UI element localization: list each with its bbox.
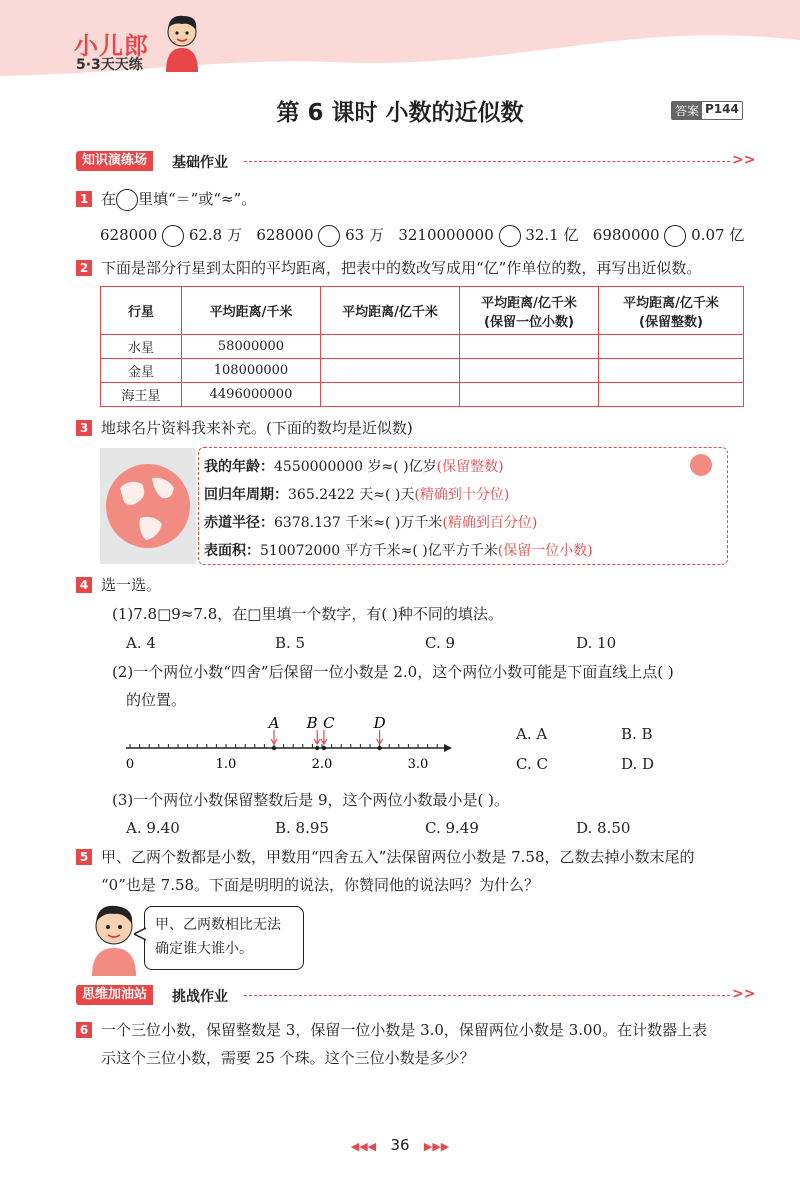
table-cell: 金星: [101, 359, 182, 383]
point-label: D: [373, 716, 386, 732]
question-number: 5: [76, 849, 92, 865]
number-line: [118, 716, 458, 776]
q1-item-right: 62.8 万: [188, 226, 242, 244]
axis-label: 0: [125, 757, 135, 772]
decorative-dot-icon: [688, 452, 714, 478]
table-cell: 108000000: [182, 359, 321, 383]
earth-icon: [100, 448, 196, 564]
mascot-logo-icon: [160, 14, 204, 72]
next-arrows-icon: ▶▶▶: [423, 1140, 450, 1153]
q1-item-right: 63 万: [345, 226, 384, 244]
table-row: [101, 359, 744, 383]
earth-card-line: [204, 456, 504, 476]
q4-part2-line1: (2)一个两位小数“四舍”后保留一位小数是 2.0，这个两位小数可能是下面直线上点( ): [112, 663, 674, 681]
q1-prompt-a: 在: [101, 190, 117, 208]
option-b[interactable]: B. 8.95: [275, 819, 329, 837]
q1-prompt-b: 里填“＝”或“≈”。: [138, 190, 257, 208]
number-line-point: [272, 746, 276, 750]
point-arrow: [271, 730, 277, 744]
answer-cell[interactable]: [460, 383, 599, 407]
logo-subtitle: 5·3天天练: [76, 57, 143, 73]
table-cell: 58000000: [182, 335, 321, 359]
page-title: 第 6 课时 小数的近似数: [276, 100, 524, 126]
compare-circle[interactable]: [499, 225, 521, 247]
card-label: 我的年龄：: [204, 459, 274, 475]
section-divider: [244, 995, 730, 996]
axis-label: 3.0: [407, 757, 429, 772]
logo-title: 小儿郎: [74, 32, 149, 60]
compare-circle[interactable]: [318, 225, 340, 247]
question-number: 4: [76, 577, 92, 593]
page-number-bar: [0, 1136, 800, 1154]
question-number: 1: [76, 191, 92, 207]
answer-page: P144: [705, 102, 739, 116]
table-cell: 海王星: [101, 383, 182, 407]
point-arrow: [377, 730, 383, 744]
blank-circle[interactable]: [116, 189, 138, 211]
number-line-point: [315, 746, 319, 750]
header-note: (保留一位小数): [484, 314, 574, 330]
compare-circle[interactable]: [162, 225, 184, 247]
table-header: [599, 287, 744, 335]
q2-prompt: 下面是部分行星到太阳的平均距离，把表中的数改写成用“亿”作单位的数，再写出近似数。: [101, 259, 702, 277]
option-d[interactable]: D. 10: [576, 634, 617, 652]
table-header: [460, 287, 599, 335]
page-number: 36: [390, 1136, 410, 1154]
q4-part3: (3)一个两位小数保留整数后是 9，这个两位小数最小是( )。: [112, 791, 510, 809]
q5-line2: “0”也是 7.58。下面是明明的说法，你赞同他的说法吗？为什么？: [101, 876, 540, 894]
section-badge-challenge: 思维加油站: [76, 985, 153, 1005]
number-line-point: [377, 746, 381, 750]
q6-line2: 示这个三位小数，需要 25 个珠。这个三位小数是多少？: [101, 1049, 475, 1067]
point-arrow: [321, 730, 327, 744]
q4-part1: (1)7.8□9≈7.8，在□里填一个数字，有( )种不同的填法。: [112, 605, 503, 623]
card-body: 365.2422 天≈( )天: [288, 487, 415, 503]
card-body: 4550000000 岁≈( )亿岁: [274, 459, 437, 475]
point-arrow: [314, 730, 320, 744]
question-number: 2: [76, 260, 92, 276]
q1-item-left: 628000: [100, 226, 158, 244]
table-header: 行星: [101, 287, 182, 335]
speech-bubble: [144, 906, 304, 970]
answer-cell[interactable]: [321, 383, 460, 407]
option-b[interactable]: B. 5: [275, 634, 306, 652]
option-c[interactable]: C. 9.49: [425, 819, 479, 837]
q1-items: [100, 225, 744, 247]
answer-cell[interactable]: [321, 359, 460, 383]
earth-card-line: [204, 540, 593, 560]
card-note: (精确到百分位): [442, 515, 538, 531]
answer-cell[interactable]: [460, 359, 599, 383]
answer-reference: [671, 101, 743, 120]
option-a[interactable]: A. 9.40: [126, 819, 180, 837]
answer-label: 答案: [672, 102, 702, 119]
section-divider: [244, 161, 730, 162]
q4-prompt: 选一选。: [101, 576, 162, 594]
speech-line: 甲、乙两数相比无法: [155, 917, 281, 933]
table-row: [101, 383, 744, 407]
q1-item-right: 0.07 亿: [691, 226, 745, 244]
point-label: C: [323, 716, 335, 732]
card-label: 表面积：: [204, 543, 260, 559]
option-d[interactable]: D. D: [621, 755, 655, 773]
option-d[interactable]: D. 8.50: [576, 819, 631, 837]
header-line: 平均距离/亿千米: [481, 295, 577, 311]
planet-distance-table: [100, 286, 744, 407]
number-line-point: [322, 746, 326, 750]
card-note: (保留一位小数): [497, 543, 593, 559]
q1-item-left: 3210000000: [398, 226, 494, 244]
earth-card-line: [204, 512, 537, 532]
answer-cell[interactable]: [321, 335, 460, 359]
answer-cell[interactable]: [599, 359, 744, 383]
speech-tail-icon: [134, 926, 146, 942]
table-header: 平均距离/亿千米: [321, 287, 460, 335]
section-badge-basic: 知识演练场: [76, 151, 153, 171]
answer-cell[interactable]: [599, 383, 744, 407]
q5-line1: 甲、乙两个数都是小数，甲数用“四舍五入”法保留两位小数是 7.58，乙数去掉小数末尾的: [101, 848, 695, 866]
table-cell: 4496000000: [182, 383, 321, 407]
point-label: B: [306, 716, 318, 732]
q1-prompt: [101, 189, 256, 211]
prev-arrows-icon: ◀◀◀: [350, 1140, 377, 1153]
section-arrow-icon: >>: [732, 152, 756, 168]
axis-label: 2.0: [311, 757, 333, 772]
header-note: (保留整数): [639, 314, 703, 330]
section-sub-basic: 基础作业: [172, 155, 228, 171]
header-line: 平均距离/亿千米: [623, 295, 719, 311]
point-label: A: [268, 716, 280, 732]
table-header: 平均距离/千米: [182, 287, 321, 335]
answer-cell[interactable]: [599, 335, 744, 359]
option-c[interactable]: C. C: [516, 755, 548, 773]
q6-line1: 一个三位小数，保留整数是 3，保留一位小数是 3.0，保留两位小数是 3.00。在计数器上表: [101, 1021, 708, 1039]
option-c[interactable]: C. 9: [425, 634, 456, 652]
card-note: (保留整数): [436, 459, 504, 475]
q4-part2-line2: 的位置。: [126, 691, 187, 709]
axis-label: 1.0: [215, 757, 237, 772]
option-a[interactable]: A. A: [516, 725, 548, 743]
table-cell: 水星: [101, 335, 182, 359]
card-body: 6378.137 千米≈( )万千米: [274, 515, 443, 531]
option-b[interactable]: B. B: [621, 725, 653, 743]
card-note: (精确到十分位): [414, 487, 510, 503]
option-a[interactable]: A. 4: [126, 634, 156, 652]
section-arrow-icon: >>: [732, 986, 756, 1002]
card-body: 510072000 平方千米≈( )亿平方千米: [260, 543, 498, 559]
card-label: 回归年周期：: [204, 487, 288, 503]
question-number: 3: [76, 420, 92, 436]
earth-card-line: [204, 484, 509, 504]
q1-item-left: 6980000: [592, 226, 660, 244]
speech-line: 确定谁大谁小。: [155, 941, 253, 957]
q3-prompt: 地球名片资料我来补充。(下面的数均是近似数): [101, 419, 413, 437]
table-row: [101, 335, 744, 359]
answer-cell[interactable]: [460, 335, 599, 359]
number-line-points: [271, 730, 383, 750]
question-number: 6: [76, 1022, 92, 1038]
compare-circle[interactable]: [664, 225, 686, 247]
card-label: 赤道半径：: [204, 515, 274, 531]
section-sub-challenge: 挑战作业: [172, 989, 228, 1005]
q1-item-left: 628000: [256, 226, 314, 244]
q1-item-right: 32.1 亿: [525, 226, 579, 244]
